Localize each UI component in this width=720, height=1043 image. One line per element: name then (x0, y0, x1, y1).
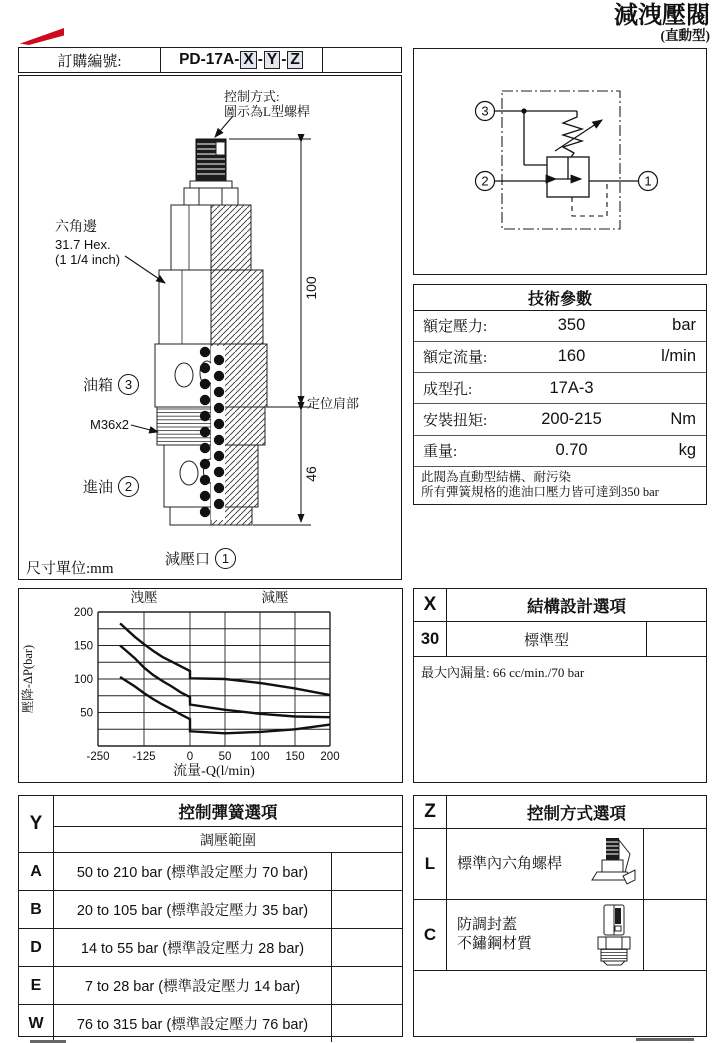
table-row: 成型孔: 17A-3 (414, 373, 706, 404)
table-row: 安裝扭矩: 200-215 Nm (414, 404, 706, 435)
page-title: 減洩壓閥 (614, 3, 710, 29)
footer-code-right-clipped (636, 1038, 694, 1041)
order-code-prefix: PD-17A- (179, 51, 240, 68)
hex-size-note: 六角邊 31.7 Hex. (1 1/4 inch) (55, 220, 121, 267)
tech-params-table (413, 284, 707, 505)
order-code-y: Y (264, 51, 280, 69)
x-row-code: 30 (414, 622, 447, 656)
order-number-box (18, 47, 402, 73)
z-title: 控制方式選項 (527, 804, 626, 823)
x-title: 結構設計選項 (527, 597, 626, 616)
region-label-reducing: 減壓 (261, 590, 289, 605)
c-cap-icon (585, 900, 643, 970)
hydraulic-schematic-box (413, 48, 707, 275)
dim-46-label: 46 (303, 466, 319, 482)
table-row: L 標準內六角螺桿 (414, 829, 706, 900)
y-options-table (18, 795, 403, 1037)
svg-text:-250: -250 (86, 751, 110, 763)
z-options-table (413, 795, 707, 1037)
region-label-relief: 洩壓 (130, 590, 158, 605)
pressure-flow-chart-box (18, 588, 403, 783)
order-code: PD-17A- X - Y - Z (161, 48, 323, 72)
locating-shoulder-label: 定位肩部 (307, 396, 360, 411)
table-row: 額定流量: 160 l/min (414, 342, 706, 373)
chart-y-axis-label: 壓降-ΔP(bar) (21, 644, 35, 714)
svg-text:150: 150 (73, 640, 93, 653)
valve-drawing-box (18, 75, 402, 580)
schematic-port-1: 1 (644, 173, 652, 189)
table-row (414, 622, 706, 657)
x-row-empty-cell (646, 622, 706, 656)
x-leakage-note: 最大內漏量: 66 cc/min./70 bar (421, 665, 585, 680)
dim-100-label: 100 (303, 276, 319, 300)
page-title-block (614, 4, 710, 43)
schematic-port-2: 2 (481, 173, 489, 189)
z-code: Z (414, 796, 447, 828)
y-title: 控制彈簧選項 (54, 796, 402, 827)
spring-symbol (563, 111, 582, 157)
outlet-port-label: 減壓口 1 (165, 548, 236, 569)
x-row-label: 標準型 (523, 632, 569, 649)
order-code-x: X (240, 51, 256, 69)
table-row: B 20 to 105 bar (標準設定壓力 35 bar) (19, 891, 402, 929)
dimension-unit-note: 尺寸單位:mm (26, 561, 114, 577)
y-subtitle: 調壓範圍 (200, 833, 256, 849)
order-code-z: Z (287, 51, 302, 69)
page-subtitle: (直動型) (660, 28, 710, 44)
thread-spec-label: M36x2 (90, 417, 130, 432)
svg-text:0: 0 (186, 751, 194, 763)
port-2-symbol: 2 (118, 476, 139, 497)
order-number-label: 訂購編號: (19, 48, 161, 72)
svg-text:200: 200 (73, 607, 93, 619)
valve-cross-section-drawing (19, 76, 400, 578)
svg-text:100: 100 (250, 751, 270, 763)
port-1-symbol: 1 (215, 548, 236, 569)
port-3-symbol: 3 (118, 374, 139, 395)
x-options-table (413, 588, 707, 783)
table-row: D 14 to 55 bar (標準設定壓力 28 bar) (19, 929, 402, 967)
table-row: A 50 to 210 bar (標準設定壓力 70 bar) (19, 853, 402, 891)
table-row: 額定壓力: 350 bar (414, 311, 706, 342)
svg-text:-125: -125 (132, 751, 156, 763)
tech-params-title: 技術參數 (414, 285, 706, 311)
inlet-port-label: 進油 2 (83, 476, 139, 497)
table-row: W 76 to 315 bar (標準設定壓力 76 bar) (19, 1005, 402, 1042)
table-row: 重量: 0.70 kg (414, 436, 706, 467)
svg-text:200: 200 (320, 751, 340, 763)
hydraulic-schematic (414, 49, 705, 273)
svg-text:100: 100 (73, 674, 93, 686)
svg-text:150: 150 (285, 751, 305, 763)
brand-logo-swoosh (20, 28, 64, 45)
l-screw-icon (585, 829, 643, 899)
pressure-flow-chart (19, 589, 400, 780)
svg-text:50: 50 (218, 751, 232, 763)
adjustable-arrow (555, 120, 602, 151)
tech-notes: 此閥為直動型結構、耐污染 所有彈簧規格的進油口壓力皆可達到350 bar (421, 469, 659, 500)
order-empty-cell (323, 48, 401, 72)
control-method-note: 控制方式: 圖示為L型螺桿 (224, 89, 310, 120)
schematic-port-3: 3 (481, 103, 489, 119)
table-row: C 防調封蓋 不鏽鋼材質 (414, 900, 706, 971)
y-code: Y (19, 796, 54, 852)
svg-text:50: 50 (80, 707, 93, 720)
chart-x-axis-label: 流量-Q(l/min) (173, 764, 255, 779)
tank-port-label: 油箱 3 (83, 374, 139, 395)
x-code: X (414, 589, 447, 621)
table-row: E 7 to 28 bar (標準設定壓力 14 bar) (19, 967, 402, 1005)
